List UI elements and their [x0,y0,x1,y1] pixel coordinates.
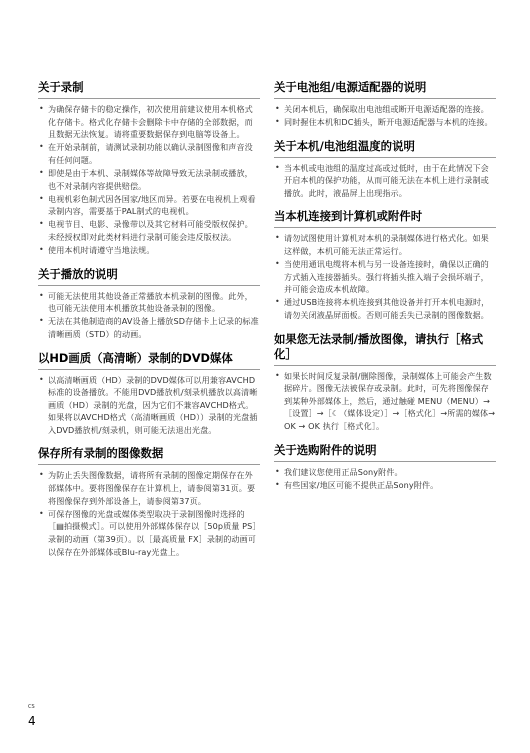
list-item-text: 以高清晰画质（HD）录制的DVD媒体可以用兼容AVCHD标准的设备播放。不能用DVD播放机/刻录机播放以高清晰画质（HD）录制的光盘，因为它们不兼容AVCHD格式。如果将以AVCHD格式（高清晰画质（HD））录制的光盘插入DVD播放机/刻录机，则可能无法退出光盘。 [48,374,258,435]
bullet-list [38,290,260,341]
bullet-icon: • [39,104,44,113]
list-item [38,469,260,507]
bullet-icon: • [275,117,280,127]
bullet-icon: • [39,470,44,480]
bullet-icon: • [275,259,280,269]
list-item [38,141,260,166]
list-item [274,466,496,479]
bullet-list [274,466,496,492]
bullet-icon: • [39,290,44,300]
section-title: 以HD画质（高清晰）录制的DVD媒体 [38,351,260,370]
list-item-text: 在开始录制前，请测试录制功能以确认录制图像和声音没有任何问题。 [48,142,253,165]
list-item-text: 即使是由于本机、录制媒体等故障导致无法录制或播放，也不对录制内容提供赔偿。 [48,167,253,191]
list-item-text: 当本机或电池组的温度过高或过低时，由于在此情况下会开启本机的保护功能，从而可能无法在本机上进行录制或播放。此时，液晶屏上出现指示。 [284,162,489,198]
list-item-text: 我们建议您使用正品Sony附件。 [284,466,403,477]
section [274,443,496,492]
bullet-icon: • [275,104,280,113]
list-item [38,508,260,558]
list-item [274,116,496,129]
section-title: 关于本机/电池组温度的说明 [274,139,496,158]
list-item [274,370,496,433]
list-item [38,315,260,340]
bullet-icon: • [39,167,44,177]
bullet-icon: • [39,245,44,255]
list-item-text: 电视节目、电影、录像带以及其它材料可能受版权保护。未经授权即对此类材料进行录制可能会违反版权法。 [48,219,253,242]
list-item [38,374,260,437]
section-title: 关于选购附件的说明 [274,443,496,462]
bullet-list [274,103,496,129]
section-title: 如果您无法录制/播放图像，请执行［格式化］ [274,332,496,366]
list-item-text: 如果长时间反复录制/删除图像，录制媒体上可能会产生数据碎片。图像无法被保存或录制。此时，可先将图像保存到某种外部媒体上，然后，通过触碰 MENU（MENU）→［设置］→［☾（媒体设定）］→［格式化］→所需的媒体→ OK → OK 执行［格式化］。 [284,370,496,431]
list-item [38,290,260,315]
list-item-text: 为防止丢失图像数据，请将所有录制的图像定期保存在外部媒体中。要将图像保存在计算机上，请参阅第31页。要将图像保存到外部设备上，请参阅第37页。 [48,470,256,506]
list-item-text: 为确保存储卡的稳定操作，初次使用前建议使用本机格式化存储卡。格式化存储卡会删除卡中存储的全部数据，而且数据无法恢复。请将重要数据保存到电脑等设备上。 [48,104,253,140]
section-title: 保存所有录制的图像数据 [38,446,260,465]
language-code: CS [28,704,35,710]
bullet-list [38,469,260,558]
list-item [274,103,496,116]
page-number-value: 4 [28,714,36,728]
section [38,80,260,257]
list-item-text: 当使用通讯电缆将本机与另一设备连接时，确保以正确的方式插入连接器插头。强行将插头推入端子会损坏端子，并可能会造成本机故障。 [284,259,489,295]
bullet-list [38,374,260,437]
right-column [274,80,496,501]
section-title: 关于电池组/电源适配器的说明 [274,80,496,99]
bullet-list [274,370,496,433]
list-item [38,193,260,218]
section [274,209,496,321]
bullet-icon: • [275,370,280,380]
bullet-icon: • [275,233,280,243]
bullet-list [274,232,496,321]
list-item [274,479,496,492]
list-item-text: 可能无法使用其他设备正常播放本机录制的图像。此外，也可能无法使用本机播放其他设备录制的图像。 [48,290,253,314]
bullet-icon: • [39,219,44,229]
list-item-text: 通过USB连接将本机连接到其他设备并打开本机电源时，请勿关闭液晶屏面板。否则可能丢失已录制的图像数据。 [284,297,490,321]
list-item-text: 有些国家/地区可能不提供正品Sony附件。 [284,479,439,490]
list-item [38,244,260,257]
section [38,267,260,341]
list-item [38,167,260,192]
list-item-text: 同时握住本机和DC插头，断开电源适配器与本机的连接。 [284,117,493,128]
section-title: 当本机连接到计算机或附件时 [274,209,496,228]
bullet-icon: • [39,193,44,203]
list-item-text: 无法在其他制造商的AV设备上播放SD存储卡上记录的标准清晰画质（STD）的动画。 [48,316,259,339]
bullet-icon: • [39,508,44,518]
bullet-list [274,162,496,200]
section [274,139,496,200]
section [274,80,496,129]
list-item-text: 电视机彩色制式因各国家/地区而异。若要在电视机上观看录制内容，需要基于PAL制式的电视机。 [48,193,256,217]
section-title: 关于播放的说明 [38,267,260,286]
bullet-icon: • [39,316,44,326]
bullet-icon: • [39,374,44,384]
bullet-icon: • [275,297,280,307]
left-column [38,80,260,568]
list-item-text: 请勿试图使用计算机对本机的录制媒体进行格式化。如果这样做，本机可能无法正常运行。 [284,233,489,257]
bullet-icon: • [275,162,280,172]
list-item [274,232,496,257]
list-item [274,296,496,321]
list-item [38,103,260,141]
bullet-icon: • [275,466,280,476]
list-item [38,218,260,243]
section [38,446,260,558]
list-item-text: 关闭本机后，确保取出电池组或断开电源适配器的连接。 [284,104,489,114]
list-item-text: 使用本机时请遵守当地法规。 [48,245,155,256]
bullet-icon: • [275,479,280,489]
page-number [28,704,36,729]
bullet-list [38,103,260,257]
list-item [274,258,496,296]
list-item [274,162,496,200]
section [38,351,260,437]
section [274,332,496,433]
section-title: 关于录制 [38,80,260,99]
bullet-icon: • [39,142,44,152]
list-item-text: 可保存图像的光盘或媒体类型取决于录制图像时选择的［▤拍摄模式］。可以使用外部媒体保存以［50p质量 PS］录制的动画（第39页）。以［最高质量 FX］录制的动画可以保存在外部媒体或Blu-ray光盘上。 [48,508,257,557]
